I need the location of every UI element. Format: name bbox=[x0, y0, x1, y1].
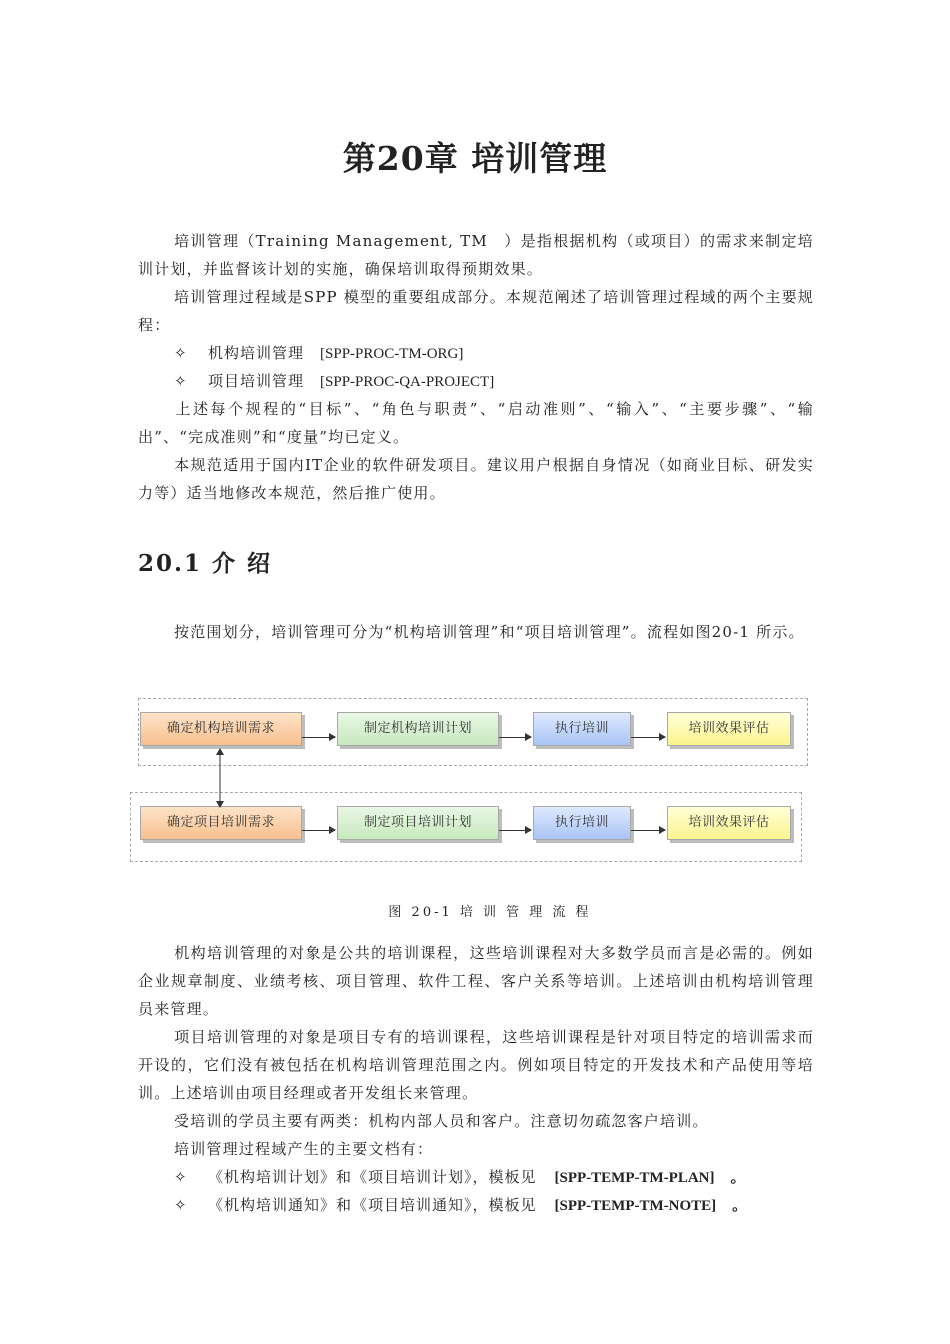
flow-node-proj-execute: 执行培训 bbox=[533, 806, 631, 840]
bullet-item bbox=[174, 339, 463, 368]
bullet-text: 《机构培训计划》和《项目培训计划》，模板见 bbox=[208, 1168, 537, 1186]
diamond-bullet-icon: ✧ bbox=[174, 1168, 188, 1186]
section-paragraph bbox=[138, 618, 814, 646]
flow-arrow bbox=[302, 830, 335, 831]
flow-arrow bbox=[631, 830, 665, 831]
flow-arrow bbox=[631, 737, 665, 738]
bullet-text: 《机构培训通知》和《项目培训通知》，模板见 bbox=[208, 1196, 537, 1214]
flow-arrow bbox=[302, 737, 335, 738]
intro-paragraph-1 bbox=[138, 227, 814, 283]
diamond-bullet-icon: ✧ bbox=[174, 1196, 188, 1214]
intro-paragraph-4 bbox=[138, 451, 814, 507]
body-paragraph-1-text: 机构培训管理的对象是公共的培训课程，这些培训课程对大多数学员而言是必需的。例如企业规章制度、业绩考核、项目管理、软件工程、客户关系等培训。上述培训由机构培训管理员来管理。 bbox=[138, 944, 814, 1018]
bullet-reference: [SPP-TEMP-TM-NOTE] bbox=[554, 1198, 717, 1214]
intro-paragraph-1-text: 培训管理（Training Management, TM ）是指根据机构（或项目）的需求来制定培训计划，并监督该计划的实施，确保培训取得预期效果。 bbox=[138, 232, 814, 278]
flow-arrow bbox=[499, 830, 531, 831]
body-paragraph-2-text: 项目培训管理的对象是项目专有的培训课程，这些培训课程是针对项目特定的培训需求而开设的，它们没有被包括在机构培训管理范围之内。例如项目特定的开发技术和产品使用等培训。上述培训由项目经理或者开发组长来管理。 bbox=[138, 1028, 814, 1102]
diamond-bullet-icon: ✧ bbox=[174, 344, 188, 362]
bullet-reference: [SPP-PROC-TM-ORG] bbox=[320, 346, 464, 362]
intro-paragraph-2 bbox=[138, 283, 814, 339]
bullet-reference: [SPP-TEMP-TM-PLAN] bbox=[554, 1170, 715, 1186]
intro-paragraph-3 bbox=[138, 395, 814, 451]
training-flow-diagram bbox=[130, 692, 810, 868]
bullet-item bbox=[174, 367, 494, 396]
section-paragraph-text: 按范围划分，培训管理可分为“机构培训管理”和“项目培训管理”。流程如图20-1 所示。 bbox=[174, 623, 805, 641]
body-paragraph-4 bbox=[138, 1135, 814, 1163]
flow-node-org-plan: 制定机构培训计划 bbox=[337, 712, 499, 746]
body-paragraph-3 bbox=[138, 1107, 814, 1135]
chapter-title: 第20章 培训管理 bbox=[342, 139, 608, 178]
flow-node-proj-evaluate: 培训效果评估 bbox=[667, 806, 791, 840]
flow-node-org-evaluate: 培训效果评估 bbox=[667, 712, 791, 746]
flow-node-org-execute: 执行培训 bbox=[533, 712, 631, 746]
body-paragraph-1 bbox=[138, 939, 814, 1023]
diamond-bullet-icon: ✧ bbox=[174, 372, 188, 390]
body-paragraph-4-text: 培训管理过程域产生的主要文档有： bbox=[174, 1140, 434, 1158]
flow-node-org-needs: 确定机构培训需求 bbox=[140, 712, 302, 746]
section-heading: 20.1 介 绍 bbox=[138, 550, 273, 577]
bullet-text: 项目培训管理 bbox=[208, 372, 305, 390]
bidirectional-arrow-icon bbox=[214, 748, 226, 808]
bullet-reference: [SPP-PROC-QA-PROJECT] bbox=[320, 374, 495, 390]
bullet-tail: 。 bbox=[730, 1168, 747, 1186]
intro-paragraph-3-text: 上述每个规程的“目标”、“角色与职责”、“启动准则”、“输入”、“主要步骤”、“输出”、“完成准则”和“度量”均已定义。 bbox=[138, 400, 814, 446]
body-paragraph-3-text: 受培训的学员主要有两类：机构内部人员和客户。注意切勿疏忽客户培训。 bbox=[174, 1112, 709, 1130]
bullet-item bbox=[174, 1191, 748, 1220]
intro-paragraph-4-text: 本规范适用于国内IT企业的软件研发项目。建议用户根据自身情况（如商业目标、研发实力等）适当地修改本规范，然后推广使用。 bbox=[138, 456, 814, 502]
bullet-tail: 。 bbox=[732, 1196, 749, 1214]
bullet-text: 机构培训管理 bbox=[208, 344, 305, 362]
intro-paragraph-2-text: 培训管理过程域是SPP 模型的重要组成部分。本规范阐述了培训管理过程域的两个主要规程： bbox=[138, 288, 814, 334]
figure-caption: 图 20-1 培 训 管 理 流 程 bbox=[388, 905, 592, 920]
flow-node-proj-needs: 确定项目培训需求 bbox=[140, 806, 302, 840]
flow-node-proj-plan: 制定项目培训计划 bbox=[337, 806, 499, 840]
bullet-item bbox=[174, 1163, 747, 1192]
body-paragraph-2 bbox=[138, 1023, 814, 1107]
flow-arrow bbox=[499, 737, 531, 738]
